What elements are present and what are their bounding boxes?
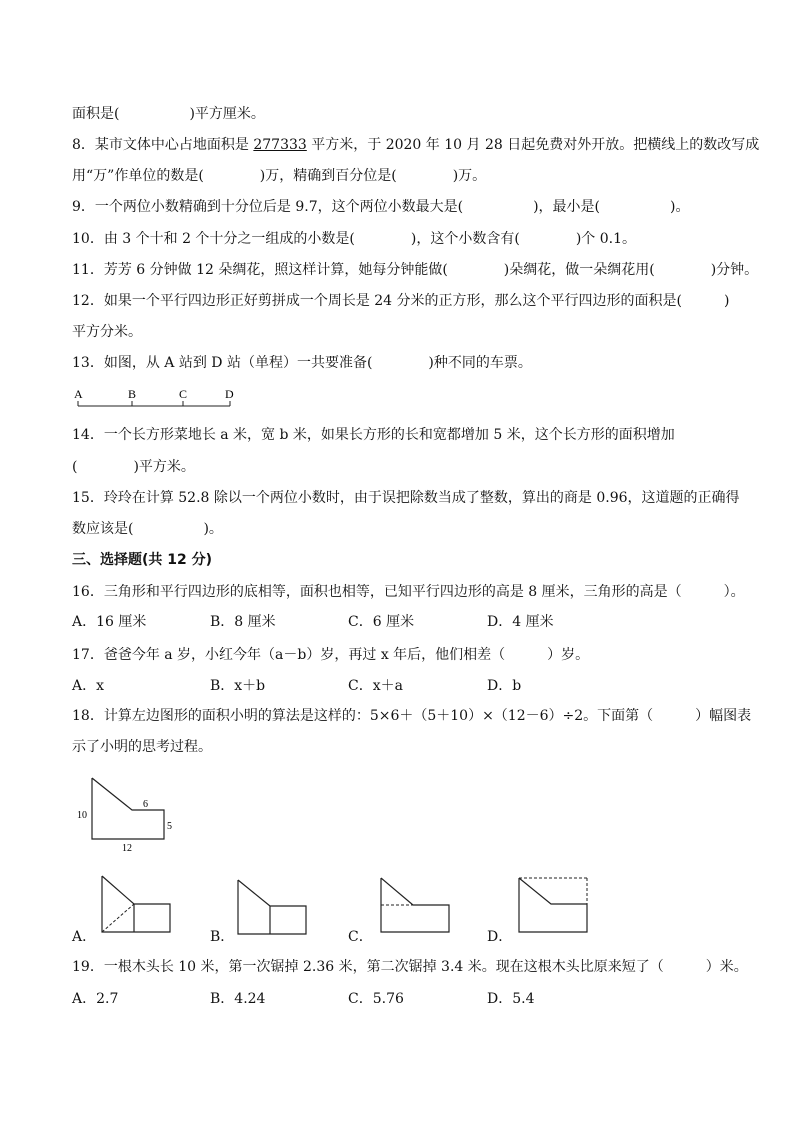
question-19: 19．一根木头长 10 米，第一次锯掉 2.36 米，第二次锯掉 3.4 米。现在这根木头比原来短了（ ）米。 [72,959,748,975]
q16-option-c: C．6 厘米 [348,614,415,630]
q19-option-c: C．5.76 [348,991,404,1007]
figure-bottom-dimension: 12 [122,843,132,854]
figure-right-dimension: 5 [167,821,172,832]
question-15-line-2: 数应该是( )。 [72,521,223,537]
station-c-label: C [179,387,188,401]
figure-left-dimension: 10 [77,810,87,821]
question-18-line-1: 18．计算左边图形的面积小明的算法是这样的：5×6＋（5＋10）×（12－6）÷2。下面第（ ）幅图表 [72,708,752,724]
q18-option-d: D． [487,929,513,945]
question-8-line-2: 用“万”作单位的数是( )万，精确到百分位是( )万。 [72,168,487,184]
figure-top-dimension: 6 [143,799,148,810]
station-b-label: B [128,387,137,401]
q8-underlined-number: 277333 [253,137,307,153]
station-d-label: D [225,387,234,401]
question-13: 13．如图，从 A 站到 D 站（单程）一共要准备( )种不同的车票。 [72,355,532,371]
q19-option-d: D．5.4 [487,991,535,1007]
q18-figure-a [98,872,174,936]
question-11: 11．芳芳 6 分钟做 12 朵绸花，照这样计算，她每分钟能做( )朵绸花，做一朵绸花用( )分钟。 [72,262,759,278]
q8-text-pre: 8．某市文体中心占地面积是 [72,137,254,153]
question-8-line-1 [72,136,759,154]
q17-option-d: D．b [487,678,522,694]
q18-option-a: A． [72,929,97,945]
section-3-heading: 三、选择题(共 12 分) [72,552,213,568]
q16-option-d: D．4 厘米 [487,614,554,630]
q18-option-b: B． [210,929,235,945]
q19-option-a: A．2.7 [72,991,119,1007]
question-16: 16．三角形和平行四边形的底相等，面积也相等，已知平行四边形的高是 8 厘米，三角形的高是（ ）。 [72,584,745,600]
station-a-label: A [74,387,83,401]
question-12-line-2: 平方分米。 [72,324,142,340]
q18-option-c: C． [348,929,373,945]
question-12-line-1: 12．如果一个平行四边形正好剪拼成一个周长是 24 分米的正方形，那么这个平行四边形的面积是( ) [72,293,730,309]
q16-option-b: B．8 厘米 [210,614,276,630]
question-17: 17．爸爸今年 a 岁，小红今年（a－b）岁，再过 x 年后，他们相差（ ）岁。 [72,647,590,663]
q19-option-b: B．4.24 [210,991,266,1007]
q17-option-b: B．x＋b [210,678,266,694]
q17-option-c: C．x＋a [348,678,403,694]
question-10: 10．由 3 个十和 2 个十分之一组成的小数是( )，这个小数含有( )个 0.1。 [72,231,636,247]
q18-figure-d [515,874,591,936]
question-14-line-1: 14．一个长方形菜地长 a 米，宽 b 米，如果长方形的长和宽都增加 5 米，这个长方形的面积增加 [72,427,675,443]
q18-figure-c [377,874,453,936]
question-9: 9．一个两位小数精确到十分位后是 9.7，这个两位小数最大是( )，最小是( )。 [72,199,690,215]
composite-shape-figure [72,772,192,854]
q18-figure-b [234,876,310,938]
question-14-line-2: ( )平方米。 [72,459,195,475]
question-15-line-1: 15．玲玲在计算 52.8 除以一个两位小数时，由于误把除数当成了整数，算出的商是 0.96，这道题的正确得 [72,490,740,506]
q16-option-a: A．16 厘米 [72,614,147,630]
question-18-line-2: 示了小明的思考过程。 [72,739,212,755]
line-area-tail: 面积是( )平方厘米。 [72,106,265,122]
q8-text-post: 平方米，于 2020 年 10 月 28 日起免费对外开放。把横线上的数改写成 [306,137,760,153]
q17-option-a: A．x [72,678,105,694]
station-line-diagram [70,384,250,414]
